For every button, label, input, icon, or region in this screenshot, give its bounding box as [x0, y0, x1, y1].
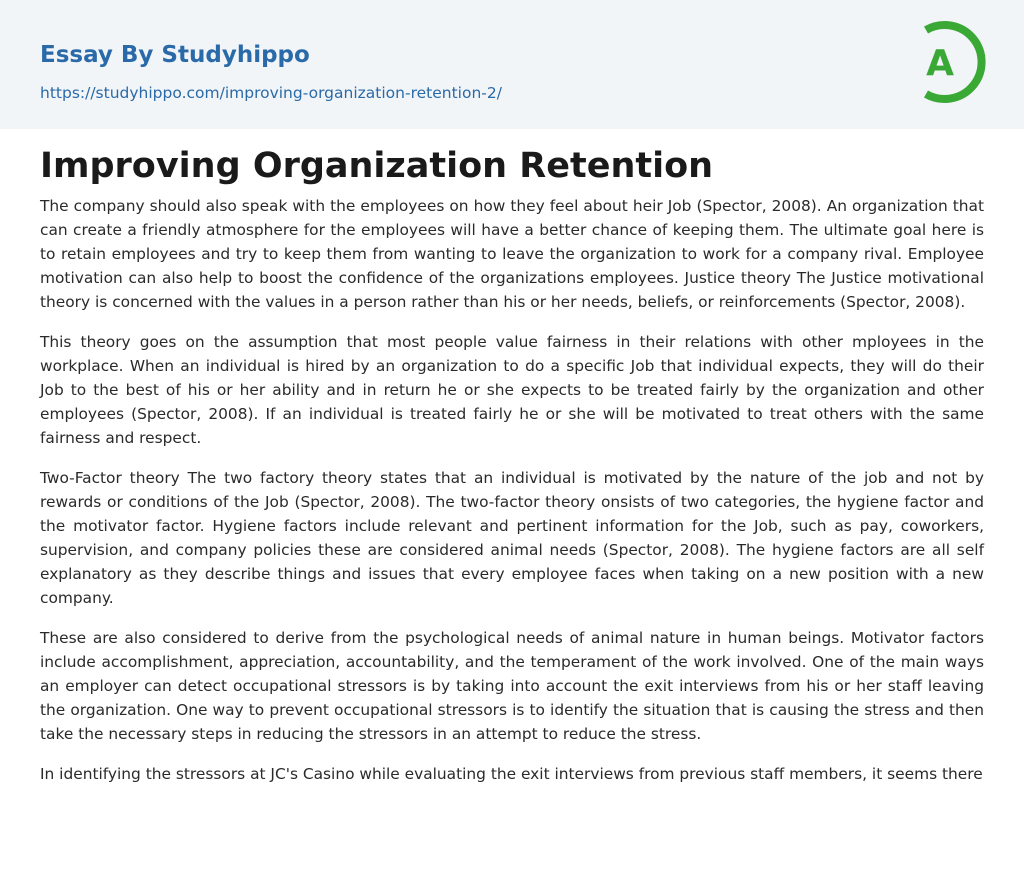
logo-letter: A — [926, 43, 954, 84]
paragraph: This theory goes on the assumption that most people value fairness in their relations with other mployees in the workplace. When an individual is hired by an organization to do a specific Job that individual expects, they will do their Job to the best of his or her ability and in return he or she expects to be treated fairly by the organization and other employees (Spector, 2008). If an individual is treated fairly he or she will be motivated to treat others with the same fairness and respect. — [40, 333, 984, 447]
paragraph: The company should also speak with the employees on how they feel about heir Job (Spector, 2008). An organization that can create a friendly atmosphere for the employees will have a better chance of keeping them. The ultimate goal here is to retain employees and try to keep them from wanting to leave the organization to work for a company rival. Employee motivation can also help to boost the confidence of the organizations employees. Justice theory The Justice motivational theory is concerned with the values in a person rather than his or her needs, beliefs, or reinforcements (Spector, 2008). — [40, 197, 984, 311]
essay-body — [40, 194, 984, 802]
brand-title[interactable]: Essay By Studyhippo — [40, 42, 310, 68]
site-header — [0, 0, 1024, 129]
paragraph: In identifying the stressors at JC's Casino while evaluating the exit interviews from previous staff members, it seems there — [40, 765, 983, 783]
studyhippo-logo-icon[interactable] — [912, 19, 986, 105]
paragraph: These are also considered to derive from the psychological needs of animal nature in human beings. Motivator factors include accomplishment, appreciation, accountability, and the temperament of the work involved. One of the main ways an employer can detect occupational stressors is by taking into account the exit interviews from his or her staff leaving the organization. One way to prevent occupational stressors is to identify the situation that is causing the stress and then take the necessary steps in reducing the stressors in an attempt to reduce the stress. — [40, 629, 984, 743]
page-title: Improving Organization Retention — [40, 146, 714, 186]
paragraph: Two-Factor theory The two factory theory states that an individual is motivated by the nature of the job and not by rewards or conditions of the Job (Spector, 2008). The two-factor theory onsists of two categories, the hygiene factor and the motivator factor. Hygiene factors include relevant and pertinent information for the Job, such as pay, coworkers, supervision, and company policies these are considered animal needs (Spector, 2008). The hygiene factors are all self explanatory as they describe things and issues that every employee faces when taking on a new position with a new company. — [40, 469, 984, 607]
source-url-link[interactable]: https://studyhippo.com/improving-organization-retention-2/ — [40, 84, 502, 102]
